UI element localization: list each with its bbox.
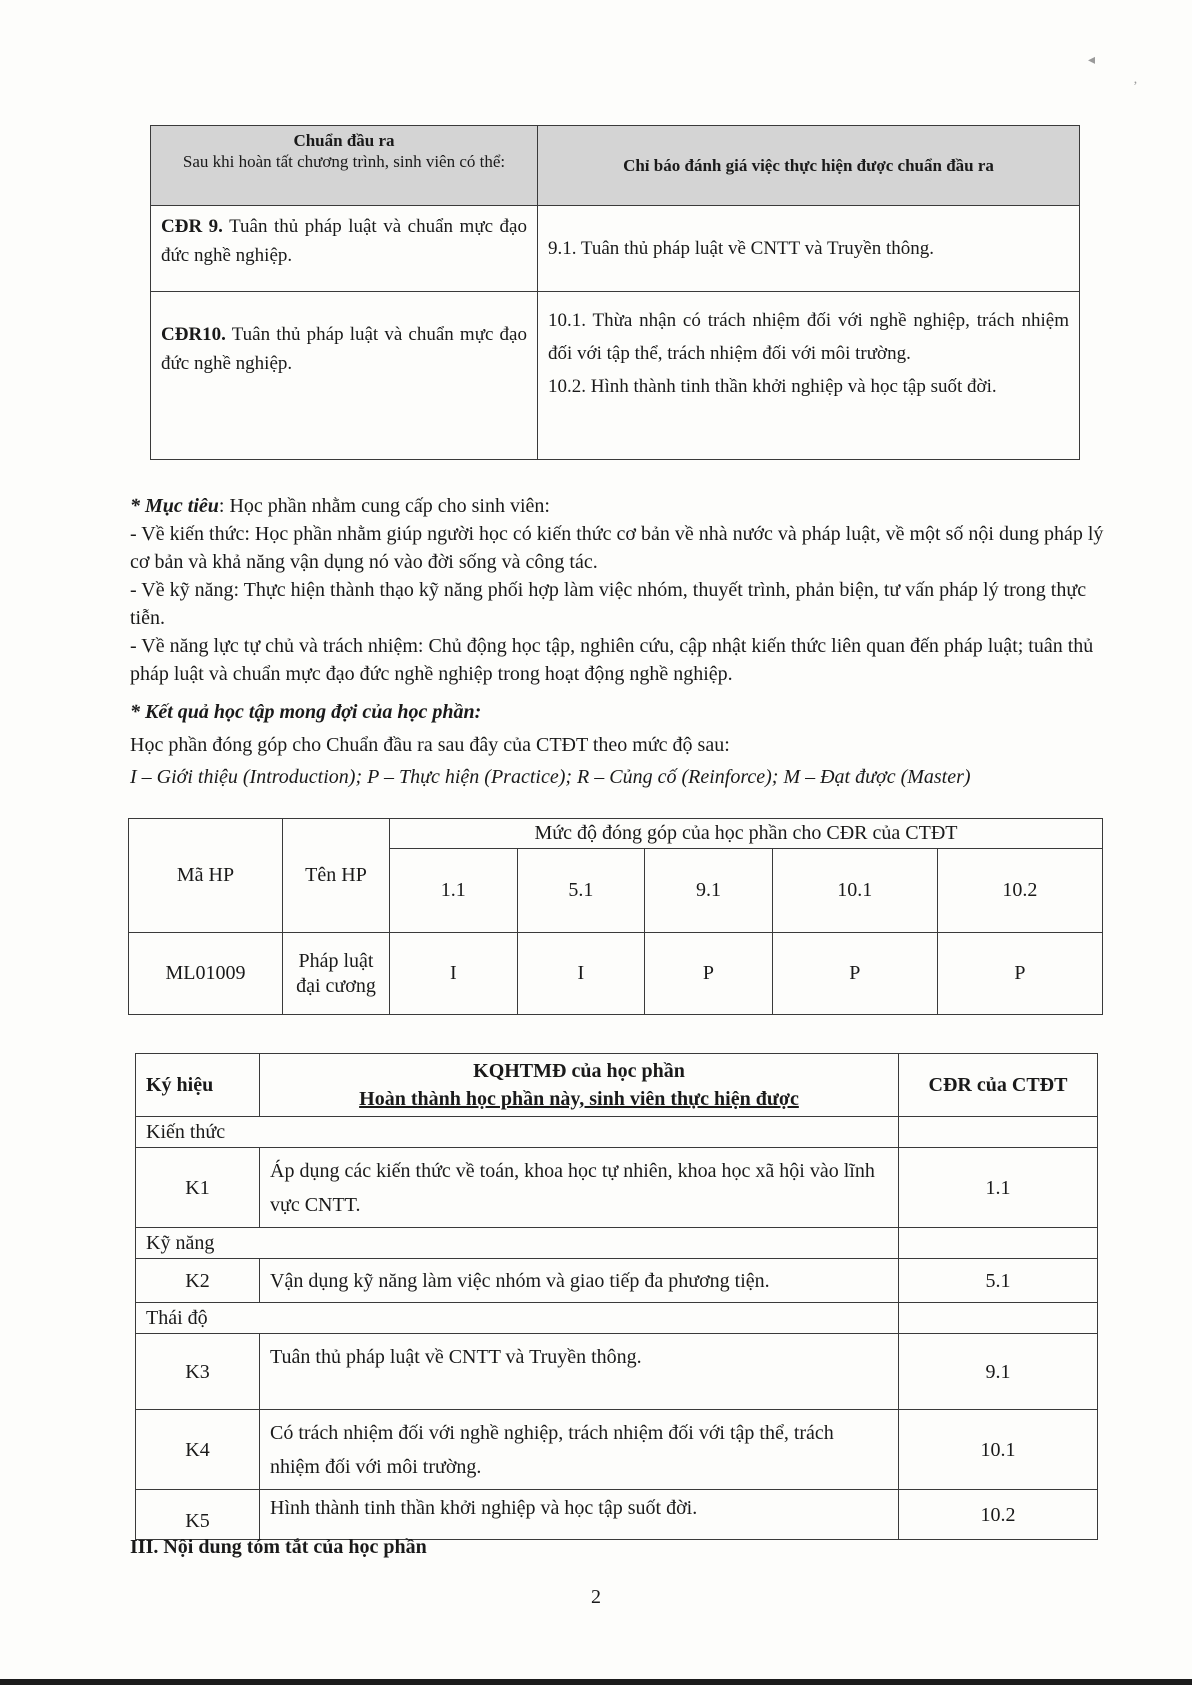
section-row-empty: [899, 1303, 1098, 1334]
item-text: Áp dụng các kiến thức về toán, khoa học tự nhiên, khoa học xã hội vào lĩnh vực CNTT.: [260, 1148, 899, 1228]
outcome-code-cell: 5.1: [517, 849, 645, 933]
item-symbol: K4: [136, 1410, 260, 1490]
objective-knowledge: - Về kiến thức: Học phần nhằm giúp người học có kiến thức cơ bản về nhà nước và pháp luật, về một số nội dung pháp lý cơ bản và khả năng vận dụng nó vào đời sống và công tác.: [130, 523, 1104, 573]
item-cdr: 5.1: [899, 1259, 1098, 1303]
outcome-text: Tuân thủ pháp luật và chuẩn mực đạo đức nghề nghiệp.: [161, 216, 527, 266]
indicator-cell: [538, 206, 1080, 292]
section-row-empty: [899, 1228, 1098, 1259]
objective-autonomy: - Về năng lực tự chủ và trách nhiệm: Chủ động học tập, nghiên cứu, cập nhật kiến thức liên quan đến pháp luật; tuân thủ pháp luật và chuẩn mực đạo đức nghề nghiệp trong hoạt động nghề nghiệp.: [130, 635, 1094, 685]
col-course-code: Mã HP: [129, 819, 283, 933]
scan-bottom-edge: [0, 1679, 1192, 1685]
level-cell: I: [390, 933, 518, 1015]
indicator-item: 10.2. Hình thành tinh thần khởi nghiệp và học tập suốt đời.: [548, 376, 997, 397]
level-cell: P: [645, 933, 773, 1015]
item-symbol: K1: [136, 1148, 260, 1228]
indicator-item: 9.1. Tuân thủ pháp luật về CNTT và Truyền thông.: [548, 238, 934, 259]
level-cell: I: [517, 933, 645, 1015]
learning-outcomes-table: [135, 1053, 1098, 1540]
section-heading: III. Nội dung tóm tắt của học phần: [130, 1536, 427, 1558]
section-row-empty: [899, 1117, 1098, 1148]
header-outcome-sub: Sau khi hoàn tất chương trình, sinh viên có thể:: [182, 152, 506, 171]
objectives-label: * Mục tiêu: [130, 495, 219, 517]
outcome-cell: [151, 206, 538, 292]
col-title-line2: Hoàn thành học phần này, sinh viên thực hiện được: [359, 1088, 799, 1110]
outcomes-intro: Học phần đóng góp cho Chuẩn đầu ra sau đây của CTĐT theo mức độ sau:: [130, 734, 730, 756]
page-number: 2: [591, 1586, 601, 1608]
item-text: Có trách nhiệm đối với nghề nghiệp, trách nhiệm đối với tập thể, trách nhiệm đối với môi trường.: [260, 1410, 899, 1490]
item-symbol: K5: [136, 1490, 260, 1540]
objectives-intro: [130, 492, 1105, 520]
course-name: Pháp luật đại cương: [283, 933, 390, 1015]
outcome-text: Tuân thủ pháp luật và chuẩn mực đạo đức nghề nghiệp.: [161, 324, 527, 374]
section-row: Kỹ năng: [136, 1228, 899, 1259]
outcome-indicator-table: [150, 125, 1080, 460]
contribution-table: [128, 818, 1103, 1015]
objectives-intro-text: : Học phần nhằm cung cấp cho sinh viên:: [218, 495, 550, 517]
col-contribution-group: Mức độ đóng góp của học phần cho CĐR của CTĐT: [390, 819, 1103, 849]
level-cell: P: [937, 933, 1102, 1015]
col-title-line1: KQHTMĐ của học phần: [473, 1060, 685, 1082]
outcome-code-cell: 10.2: [937, 849, 1102, 933]
item-text: Vận dụng kỹ năng làm việc nhóm và giao tiếp đa phương tiện.: [260, 1259, 899, 1303]
course-code: ML01009: [129, 933, 283, 1015]
item-symbol: K3: [136, 1334, 260, 1410]
item-cdr: 9.1: [899, 1334, 1098, 1410]
col-course-name: Tên HP: [283, 819, 390, 933]
col-symbol: Ký hiệu: [136, 1054, 260, 1117]
scan-speck: ◂: [1088, 53, 1096, 68]
header-indicator: Chỉ báo đánh giá việc thực hiện được chuẩn đầu ra: [538, 126, 1080, 206]
outcomes-title: * Kết quả học tập mong đợi của học phần:: [130, 701, 482, 723]
header-outcome: [151, 126, 538, 206]
outcome-code: CĐR 9.: [161, 216, 223, 237]
outcome-code-cell: 1.1: [390, 849, 518, 933]
item-cdr: 10.1: [899, 1410, 1098, 1490]
item-cdr: 1.1: [899, 1148, 1098, 1228]
item-symbol: K2: [136, 1259, 260, 1303]
indicator-cell: [538, 292, 1080, 460]
item-text: Hình thành tinh thần khởi nghiệp và học tập suốt đời.: [260, 1490, 899, 1540]
indicator-item: 10.1. Thừa nhận có trách nhiệm đối với nghề nghiệp, trách nhiệm đối với tập thể, trách nhiệm đối với môi trường.: [548, 310, 1069, 364]
outcome-cell: [151, 292, 538, 460]
outcomes-legend: I – Giới thiệu (Introduction); P – Thực hiện (Practice); R – Củng cố (Reinforce); M – Đạt được (Master): [130, 766, 971, 788]
section-row: Kiến thức: [136, 1117, 899, 1148]
outcome-code-cell: 10.1: [772, 849, 937, 933]
outcome-code: CĐR10.: [161, 324, 226, 345]
item-cdr: 10.2: [899, 1490, 1098, 1540]
header-outcome-title: Chuẩn đầu ra: [293, 131, 395, 150]
scan-speck: ‚: [1133, 72, 1138, 87]
objective-skills: - Về kỹ năng: Thực hiện thành thạo kỹ năng phối hợp làm việc nhóm, thuyết trình, phản biện, tư vấn pháp lý trong thực tiễn.: [130, 579, 1087, 629]
level-cell: P: [772, 933, 937, 1015]
col-cdr: CĐR của CTĐT: [899, 1054, 1098, 1117]
item-text: Tuân thủ pháp luật về CNTT và Truyền thông.: [260, 1334, 899, 1410]
section-row: Thái độ: [136, 1303, 899, 1334]
col-learning-outcome: [260, 1054, 899, 1117]
outcome-code-cell: 9.1: [645, 849, 773, 933]
